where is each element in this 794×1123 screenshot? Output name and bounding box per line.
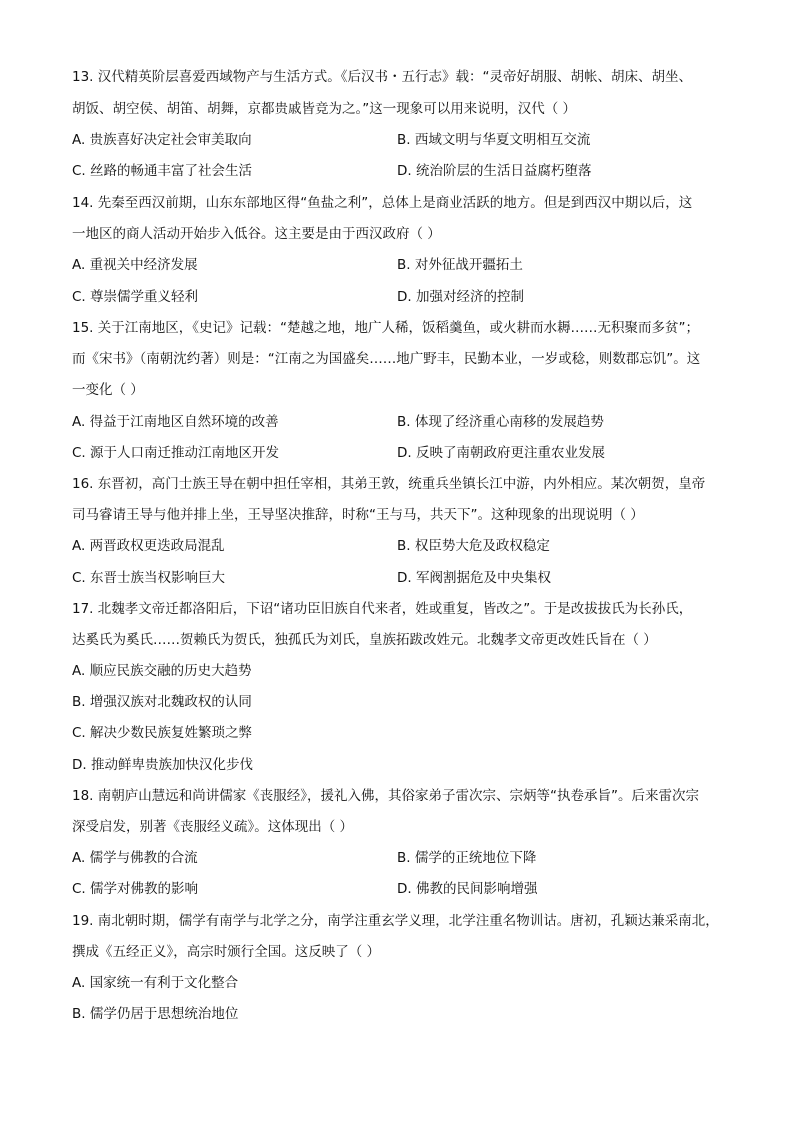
q13-stem-line-1: 13. 汉代精英阶层喜爱西域物产与生活方式。《后汉书・五行志》载：“灵帝好胡服、胡帐、胡床、胡坐、 <box>72 69 693 85</box>
q15-stem-line-1: 15. 关于江南地区，《史记》记载：“楚越之地，地广人稀，饭稻羹鱼，或火耕而水耨……无积聚而多贫”； <box>72 320 699 336</box>
q15-stem-line-3: 一变化（ ） <box>72 382 144 398</box>
q13-option-b: B. 西域文明与华夏文明相互交流 <box>397 132 591 148</box>
q17-option-a: A. 顺应民族交融的历史大趋势 <box>72 663 252 679</box>
q16-option-a: A. 两晋政权更迭政局混乱 <box>72 538 225 554</box>
q19-option-a: A. 国家统一有利于文化整合 <box>72 975 239 991</box>
q18-option-a: A. 儒学与佛教的合流 <box>72 850 198 866</box>
q14-stem-line-1: 14. 先秦至西汉前期，山东东部地区得“鱼盐之利”，总体上是商业活跃的地方。但是到西汉中期以后，这 <box>72 195 693 211</box>
q14-option-b: B. 对外征战开疆拓土 <box>397 257 523 273</box>
q13-stem-line-2: 胡饭、胡空侯、胡笛、胡舞，京都贵戚皆竞为之。”这一现象可以用来说明，汉代（ ） <box>72 101 577 117</box>
q13-option-d: D. 统治阶层的生活日益腐朽堕落 <box>397 163 592 179</box>
q18-stem-line-1: 18. 南朝庐山慧远和尚讲儒家《丧服经》，援礼入佛，其俗家弟子雷次宗、宗炳等“执卷承旨”。后来雷次宗 <box>72 788 699 804</box>
q19-option-b: B. 儒学仍居于思想统治地位 <box>72 1006 239 1022</box>
q17-option-d: D. 推动鲜卑贵族加快汉化步伐 <box>72 757 253 773</box>
q17-stem-line-2: 达奚氏为奚氏……贺赖氏为贺氏，独孤氏为刘氏，皇族拓跋改姓元。北魏孝文帝更改姓氏旨在（ ） <box>72 632 657 648</box>
q16-stem-line-2: 司马睿请王导与他并排上坐，王导坚决推辞，时称“王与马，共天下”。这种现象的出现说明（ ） <box>72 507 644 523</box>
q14-stem-line-2: 一地区的商人活动开始步入低谷。这主要是由于西汉政府（ ） <box>72 226 441 242</box>
q14-option-d: D. 加强对经济的控制 <box>397 289 524 305</box>
q17-option-c: C. 解决少数民族复姓繁琐之弊 <box>72 725 253 741</box>
q16-option-d: D. 军阀割据危及中央集权 <box>397 570 551 586</box>
q18-option-c: C. 儒学对佛教的影响 <box>72 881 199 897</box>
q17-option-b: B. 增强汉族对北魏政权的认同 <box>72 694 252 710</box>
q19-stem-line-1: 19. 南北朝时期，儒学有南学与北学之分，南学注重玄学义理，北学注重名物训诂。唐初，孔颖达兼采南北， <box>72 913 719 929</box>
q16-stem-line-1: 16. 东晋初，高门士族王导在朝中担任宰相，其弟王敦，统重兵坐镇长江中游，内外相应。某次朝贺，皇帝 <box>72 476 706 492</box>
q13-option-a: A. 贵族喜好决定社会审美取向 <box>72 132 252 148</box>
q19-stem-line-2: 撰成《五经正义》，高宗时颁行全国。这反映了（ ） <box>72 944 381 960</box>
q16-option-b: B. 权臣势大危及政权稳定 <box>397 538 550 554</box>
q15-option-b: B. 体现了经济重心南移的发展趋势 <box>397 414 604 430</box>
q15-option-d: D. 反映了南朝政府更注重农业发展 <box>397 445 605 461</box>
q15-option-c: C. 源于人口南迁推动江南地区开发 <box>72 445 280 461</box>
q18-option-b: B. 儒学的正统地位下降 <box>397 850 537 866</box>
q14-option-c: C. 尊崇儒学重义轻利 <box>72 289 199 305</box>
q18-option-d: D. 佛教的民间影响增强 <box>397 881 538 897</box>
q15-stem-line-2: 而《宋书》（南朝沈约著）则是：“江南之为国盛矣……地广野丰，民勤本业，一岁或稔，则数郡忘饥”。这 <box>72 351 701 367</box>
q17-stem-line-1: 17. 北魏孝文帝迁都洛阳后，下诏“诸功臣旧族自代来者，姓或重复，皆改之”。于是改拔拔氏为长孙氏， <box>72 601 693 617</box>
q16-option-c: C. 东晋士族当权影响巨大 <box>72 570 226 586</box>
q14-option-a: A. 重视关中经济发展 <box>72 257 198 273</box>
q13-option-c: C. 丝路的畅通丰富了社会生活 <box>72 163 253 179</box>
q15-option-a: A. 得益于江南地区自然环境的改善 <box>72 414 279 430</box>
q18-stem-line-2: 深受启发，别著《丧服经义疏》。这体现出（ ） <box>72 819 354 835</box>
